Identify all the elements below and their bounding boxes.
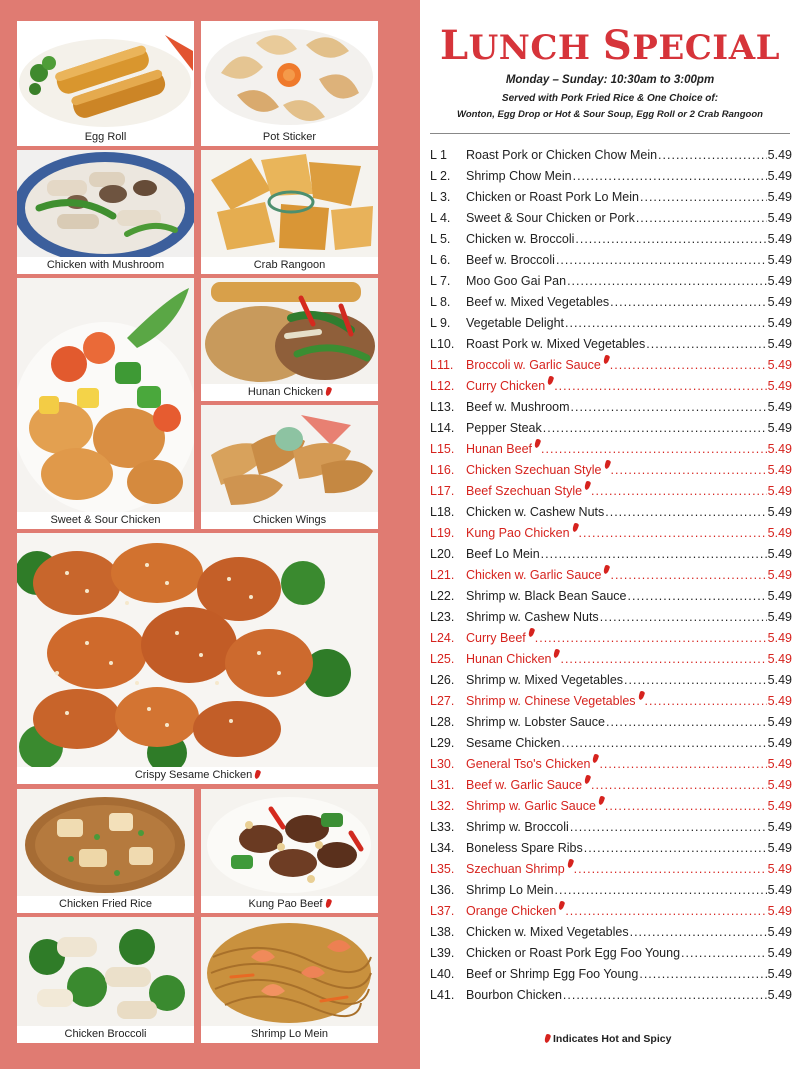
photo-card: [17, 150, 194, 274]
leader-dots: [630, 922, 767, 943]
menu-item: [430, 838, 792, 859]
menu-item-code: L21.: [430, 568, 455, 582]
menu-item-name: Vegetable Delight: [466, 316, 564, 330]
menu-item-name: Beef Szechuan Style: [466, 484, 583, 498]
menu-item-name: Broccoli w. Garlic Sauce: [466, 358, 601, 372]
leader-dots: [646, 334, 766, 355]
photo-caption: Crab Rangoon: [253, 259, 326, 271]
menu-item-code: L20.: [430, 547, 455, 561]
divider: [430, 133, 790, 134]
menu-item: [430, 250, 792, 271]
leader-dots: [600, 607, 767, 628]
menu-item-name: Roast Pork or Chicken Chow Mein: [466, 148, 658, 162]
menu-item-name: Beef w. Mushroom: [466, 400, 570, 414]
menu-item-price: 5.49: [767, 463, 792, 477]
menu-item-price: 5.49: [767, 547, 792, 561]
menu-item: [430, 187, 792, 208]
menu-item-code: L 4.: [430, 211, 451, 225]
menu-item-code: L22.: [430, 589, 455, 603]
menu-item-name: Kung Pao Chicken: [466, 526, 570, 540]
menu-panel: [420, 0, 800, 1069]
pot-sticker-icon: [201, 21, 378, 129]
menu-item-price: 5.49: [767, 841, 792, 855]
leader-dots: [543, 418, 767, 439]
menu-item-price: 5.49: [767, 673, 792, 687]
menu-item-code: L14.: [430, 421, 455, 435]
menu-item: [430, 985, 792, 1006]
leader-dots: [658, 145, 767, 166]
leader-dots: [611, 460, 767, 481]
sweet-sour-chicken-icon: [17, 278, 194, 512]
menu-item-price: 5.49: [767, 421, 792, 435]
leader-dots: [556, 250, 767, 271]
menu-item: [430, 670, 792, 691]
menu-item: [430, 586, 792, 607]
menu-item-name: Chicken w. Garlic Sauce: [466, 568, 602, 582]
menu-item-price: 5.49: [767, 568, 792, 582]
menu-item-name: Boneless Spare Ribs: [466, 841, 583, 855]
chicken-broccoli-icon: [17, 917, 194, 1026]
menu-item-code: L15.: [430, 442, 455, 456]
menu-item-name: Shrimp w. Lobster Sauce: [466, 715, 605, 729]
photo-card: [201, 150, 378, 274]
menu-item-name: Chicken w. Broccoli: [466, 232, 575, 246]
menu-item-price: 5.49: [767, 799, 792, 813]
menu-item-name: Roast Pork w. Mixed Vegetables: [466, 337, 646, 351]
menu-item-name: Beef Lo Mein: [466, 547, 540, 561]
menu-item-name: Shrimp w. Chinese Vegetables: [466, 694, 636, 708]
menu-item-price: 5.49: [767, 610, 792, 624]
menu-item-price: 5.49: [767, 778, 792, 792]
photo-caption: Chicken Wings: [252, 514, 327, 526]
leader-dots: [574, 859, 767, 880]
leader-dots: [610, 355, 767, 376]
leader-dots: [610, 565, 766, 586]
menu-item-code: L17.: [430, 484, 455, 498]
leader-dots: [579, 523, 767, 544]
menu-item: [430, 439, 792, 460]
sesame-chicken-icon: [17, 533, 378, 767]
menu-item: [430, 943, 792, 964]
chicken-mushroom-icon: [17, 150, 194, 257]
fried-rice-icon: [17, 789, 194, 896]
hunan-chicken-icon: [201, 278, 378, 384]
menu-item-price: 5.49: [767, 400, 792, 414]
egg-roll-icon: [17, 21, 194, 129]
menu-item-price: 5.49: [767, 967, 792, 981]
menu-item-name: Shrimp w. Black Bean Sauce: [466, 589, 627, 603]
leader-dots: [606, 712, 767, 733]
leader-dots: [565, 313, 767, 334]
photo-card: [201, 21, 378, 146]
menu-item: [430, 775, 792, 796]
leader-dots: [573, 166, 767, 187]
leader-dots: [541, 439, 767, 460]
leader-dots: [591, 481, 767, 502]
photo-caption: Pot Sticker: [262, 131, 317, 143]
menu-item-price: 5.49: [767, 736, 792, 750]
menu-item: [430, 502, 792, 523]
menu-item-name: Chicken or Roast Pork Egg Foo Young: [466, 946, 681, 960]
menu-item-price: 5.49: [767, 316, 792, 330]
leader-dots: [599, 754, 766, 775]
hot-spicy-icon: [324, 898, 332, 908]
menu-item: [430, 397, 792, 418]
menu-item-code: L 9.: [430, 316, 451, 330]
menu-item: [430, 166, 792, 187]
menu-item-price: 5.49: [767, 631, 792, 645]
menu-item-price: 5.49: [767, 442, 792, 456]
menu-item-code: L36.: [430, 883, 455, 897]
leader-dots: [605, 502, 766, 523]
menu-item: [430, 859, 792, 880]
menu-item: [430, 376, 792, 397]
menu-item-price: 5.49: [767, 883, 792, 897]
menu-item-code: L 3.: [430, 190, 451, 204]
menu-item-price: 5.49: [767, 862, 792, 876]
leader-dots: [563, 985, 767, 1006]
leader-dots: [605, 796, 767, 817]
menu-item: [430, 544, 792, 565]
menu-item-name: Shrimp w. Broccoli: [466, 820, 569, 834]
menu-item-code: L25.: [430, 652, 455, 666]
menu-item-code: L40.: [430, 967, 455, 981]
menu-item: [430, 712, 792, 733]
menu-item-name: Curry Beef: [466, 631, 526, 645]
page-title: LUNCH SPECIAL: [439, 22, 780, 69]
leader-dots: [610, 292, 767, 313]
menu-item-price: 5.49: [767, 169, 792, 183]
menu-item-code: L18.: [430, 505, 455, 519]
menu-item: [430, 481, 792, 502]
photo-caption: Shrimp Lo Mein: [250, 1028, 329, 1040]
menu-item: [430, 880, 792, 901]
menu-item-name: Shrimp Lo Mein: [466, 883, 554, 897]
hours-text: Monday – Sunday: 10:30am to 3:00pm: [505, 74, 715, 86]
hot-spicy-icon: [325, 386, 333, 396]
photo-card: [17, 21, 194, 146]
menu-item-code: L 1: [430, 148, 447, 162]
menu-item-code: L41.: [430, 988, 455, 1002]
menu-item-price: 5.49: [767, 946, 792, 960]
menu-item: [430, 796, 792, 817]
menu-item-code: L26.: [430, 673, 455, 687]
menu-item-price: 5.49: [767, 295, 792, 309]
leader-dots: [541, 544, 767, 565]
menu-list: [430, 145, 792, 1006]
menu-item: [430, 208, 792, 229]
photo-card: [201, 278, 378, 401]
photo-caption: Egg Roll: [84, 131, 127, 143]
leader-dots: [554, 376, 766, 397]
menu-item-code: L19.: [430, 526, 455, 540]
menu-item-price: 5.49: [767, 274, 792, 288]
menu-item-price: 5.49: [767, 589, 792, 603]
menu-item: [430, 145, 792, 166]
menu-item: [430, 733, 792, 754]
menu-item-code: L24.: [430, 631, 455, 645]
menu-item: [430, 817, 792, 838]
leader-dots: [567, 271, 767, 292]
shrimp-lo-mein-icon: [201, 917, 378, 1026]
menu-item-name: Bourbon Chicken: [466, 988, 562, 1002]
leader-dots: [645, 691, 767, 712]
photo-card: [17, 789, 194, 913]
leader-dots: [636, 208, 767, 229]
leader-dots: [571, 397, 767, 418]
menu-item: [430, 292, 792, 313]
menu-item: [430, 355, 792, 376]
menu-item-price: 5.49: [767, 379, 792, 393]
menu-item-price: 5.49: [767, 211, 792, 225]
menu-item-code: L30.: [430, 757, 455, 771]
menu-item-code: L 2.: [430, 169, 451, 183]
menu-item: [430, 754, 792, 775]
menu-item-price: 5.49: [767, 337, 792, 351]
menu-item: [430, 628, 792, 649]
menu-item: [430, 901, 792, 922]
menu-item: [430, 523, 792, 544]
menu-item: [430, 460, 792, 481]
menu-item-name: Chicken or Roast Pork Lo Mein: [466, 190, 639, 204]
menu-item-name: Sesame Chicken: [466, 736, 561, 750]
menu-item-code: L35.: [430, 862, 455, 876]
menu-item: [430, 649, 792, 670]
menu-item-code: L28.: [430, 715, 455, 729]
menu-item-name: Beef w. Mixed Vegetables: [466, 295, 610, 309]
photo-card: [17, 917, 194, 1043]
photo-caption: Kung Pao Beef: [201, 896, 378, 913]
photo-caption: Hunan Chicken: [201, 384, 378, 401]
menu-item-name: Orange Chicken: [466, 904, 557, 918]
leader-dots: [640, 187, 767, 208]
leader-dots: [628, 586, 767, 607]
menu-item-code: L27.: [430, 694, 455, 708]
menu-item-price: 5.49: [767, 526, 792, 540]
menu-item-name: Moo Goo Gai Pan: [466, 274, 567, 288]
menu-item-name: Curry Chicken: [466, 379, 546, 393]
leader-dots: [535, 628, 767, 649]
leader-dots: [562, 733, 767, 754]
photo-card: [201, 789, 378, 913]
menu-item: [430, 922, 792, 943]
kung-pao-beef-icon: [201, 789, 378, 896]
menu-item-name: Chicken Szechuan Style: [466, 463, 602, 477]
leader-dots: [639, 964, 766, 985]
hot-spicy-icon: [254, 769, 262, 779]
menu-item: [430, 565, 792, 586]
menu-item-code: L11.: [430, 358, 454, 372]
leader-dots: [560, 649, 766, 670]
menu-item-code: L29.: [430, 736, 455, 750]
menu-item: [430, 964, 792, 985]
menu-item-code: L33.: [430, 820, 455, 834]
menu-item-name: General Tso's Chicken: [466, 757, 591, 771]
photo-caption: Chicken Fried Rice: [59, 898, 152, 910]
photo-card: [201, 917, 378, 1043]
menu-item-name: Pepper Steak: [466, 421, 542, 435]
photo-caption: Crispy Sesame Chicken: [17, 767, 378, 784]
leader-dots: [570, 817, 767, 838]
menu-item-name: Beef w. Garlic Sauce: [466, 778, 583, 792]
menu-item-name: Szechuan Shrimp: [466, 862, 565, 876]
crab-rangoon-icon: [201, 150, 378, 257]
menu-item: [430, 271, 792, 292]
leader-dots: [584, 838, 767, 859]
menu-item-price: 5.49: [767, 190, 792, 204]
leader-dots: [624, 670, 767, 691]
menu-item-code: L31.: [430, 778, 455, 792]
photo-card: [17, 533, 378, 784]
menu-item-name: Beef or Shrimp Egg Foo Young: [466, 967, 639, 981]
menu-item: [430, 418, 792, 439]
menu-item-price: 5.49: [767, 820, 792, 834]
menu-item-name: Chicken w. Cashew Nuts: [466, 505, 605, 519]
menu-item-code: L16.: [430, 463, 455, 477]
photo-caption: Sweet & Sour Chicken: [50, 514, 161, 526]
menu-item-price: 5.49: [767, 925, 792, 939]
menu-item: [430, 313, 792, 334]
menu-item-price: 5.49: [767, 652, 792, 666]
menu-item-name: Hunan Beef: [466, 442, 533, 456]
leader-dots: [591, 775, 767, 796]
soup-choices-text: Wonton, Egg Drop or Hot & Sour Soup, Egg Roll or 2 Crab Rangoon: [457, 109, 763, 120]
menu-item-name: Shrimp w. Mixed Vegetables: [466, 673, 624, 687]
menu-item-name: Sweet & Sour Chicken or Pork: [466, 211, 635, 225]
served-with-text: Served with Pork Fried Rice & One Choice of:: [501, 93, 719, 104]
leader-dots: [555, 880, 767, 901]
menu-item-price: 5.49: [767, 148, 792, 162]
menu-item-code: L37.: [430, 904, 455, 918]
menu-item-code: L39.: [430, 946, 455, 960]
menu-item-price: 5.49: [767, 715, 792, 729]
menu-item-price: 5.49: [767, 988, 792, 1002]
menu-item-code: L 5.: [430, 232, 451, 246]
menu-item-price: 5.49: [767, 484, 792, 498]
chicken-wings-icon: [201, 405, 378, 512]
menu-item: [430, 334, 792, 355]
menu-item-name: Hunan Chicken: [466, 652, 552, 666]
menu-item-price: 5.49: [767, 694, 792, 708]
menu-item: [430, 229, 792, 250]
photo-card: [201, 405, 378, 529]
menu-item-price: 5.49: [767, 505, 792, 519]
menu-item-name: Shrimp Chow Mein: [466, 169, 572, 183]
menu-item-code: L 8.: [430, 295, 451, 309]
photo-caption: Chicken with Mushroom: [46, 259, 165, 271]
menu-item-price: 5.49: [767, 253, 792, 267]
menu-item-code: L38.: [430, 925, 455, 939]
menu-item-price: 5.49: [767, 232, 792, 246]
menu-item: [430, 607, 792, 628]
menu-item-name: Beef w. Broccoli: [466, 253, 555, 267]
menu-item-code: L34.: [430, 841, 455, 855]
photo-card: [17, 278, 194, 529]
leader-dots: [575, 229, 766, 250]
menu-item-code: L13.: [430, 400, 455, 414]
menu-item-code: L12.: [430, 379, 455, 393]
menu-item-code: L 7.: [430, 274, 451, 288]
menu-item-code: L23.: [430, 610, 455, 624]
menu-item-name: Chicken w. Mixed Vegetables: [466, 925, 629, 939]
menu-item: [430, 691, 792, 712]
menu-item-name: Shrimp w. Garlic Sauce: [466, 799, 596, 813]
menu-item-price: 5.49: [767, 757, 792, 771]
photo-caption: Chicken Broccoli: [64, 1028, 147, 1040]
menu-item-code: L10.: [430, 337, 455, 351]
menu-item-price: 5.49: [767, 358, 792, 372]
menu-item-name: Shrimp w. Cashew Nuts: [466, 610, 599, 624]
menu-item-code: L32.: [430, 799, 455, 813]
leader-dots: [565, 901, 766, 922]
hot-spicy-icon: [544, 1033, 552, 1043]
menu-item-price: 5.49: [767, 904, 792, 918]
menu-item-code: L 6.: [430, 253, 451, 267]
leader-dots: [681, 943, 767, 964]
legend: Indicates Hot and Spicy: [545, 1033, 671, 1045]
